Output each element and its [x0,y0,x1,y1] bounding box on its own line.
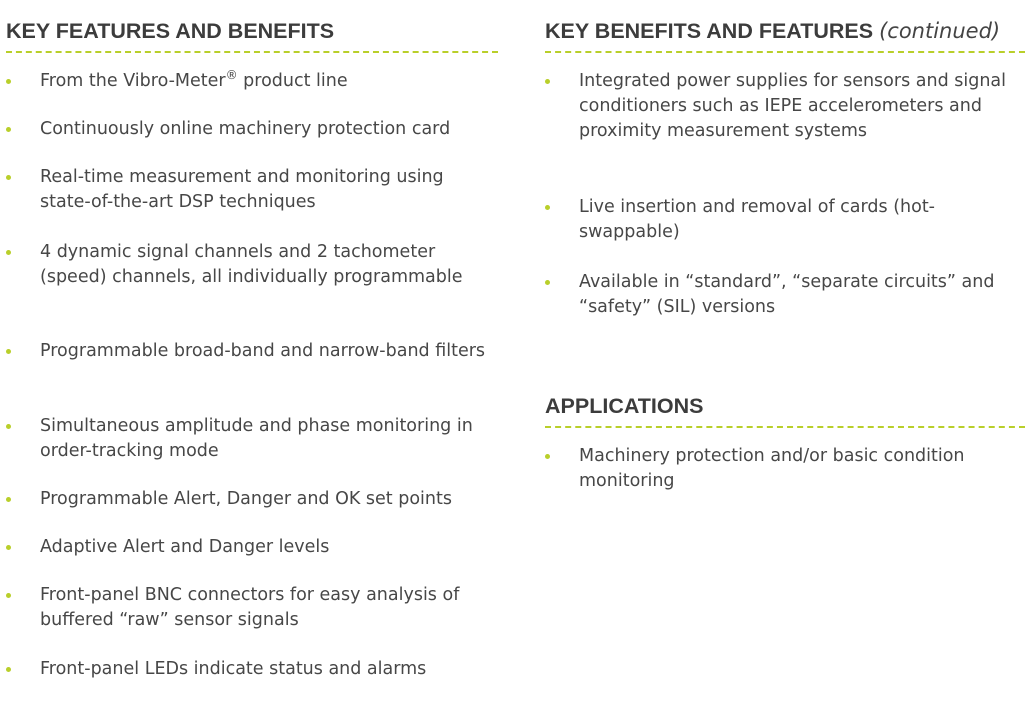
section-divider [6,51,498,53]
bullet-icon [6,175,11,180]
list-item: Programmable broad-band and narrow-band filters [6,339,510,364]
bullet-icon [6,593,11,598]
list-item: 4 dynamic signal channels and 2 tachometer (speed) channels, all individually programmable [6,240,500,290]
list-item: Real-time measurement and monitoring using state-of-the-art DSP techniques [6,165,500,215]
bullet-icon [6,127,11,132]
bullet-icon [545,454,550,459]
bullet-icon [6,424,11,429]
section-divider [545,426,1025,428]
bullet-icon [6,79,11,84]
bullet-icon [545,280,550,285]
bullet-icon [6,250,11,255]
list-item: Front-panel LEDs indicate status and alarms [6,657,510,682]
list-item: Simultaneous amplitude and phase monitoring in order-tracking mode [6,414,510,464]
list-item: Integrated power supplies for sensors and signal conditioners such as IEPE accelerometers and proximity measurement systems [545,69,1033,144]
bullet-icon [545,205,550,210]
bullet-icon [6,545,11,550]
list-item: Live insertion and removal of cards (hot-swappable) [545,195,999,245]
bullet-icon [6,349,11,354]
list-item: Machinery protection and/or basic condition monitoring [545,444,979,494]
key-benefits-heading: KEY BENEFITS AND FEATURES (continued) [545,19,1001,43]
list-item: Available in “standard”, “separate circuits” and “safety” (SIL) versions [545,270,1033,320]
list-item: Adaptive Alert and Danger levels [6,535,510,560]
bullet-icon [6,497,11,502]
registered-mark: ® [225,68,238,83]
bullet-icon [6,667,11,672]
list-item: Continuously online machinery protection card [6,117,510,142]
list-item: Programmable Alert, Danger and OK set points [6,487,520,512]
continued-label: (continued) [879,19,1001,43]
list-item: From the Vibro-Meter® product line [6,69,510,94]
list-item: Front-panel BNC connectors for easy analysis of buffered “raw” sensor signals [6,583,510,633]
applications-heading: APPLICATIONS [545,394,704,418]
bullet-icon [545,79,550,84]
key-features-heading: KEY FEATURES AND BENEFITS [6,19,335,43]
section-divider [545,51,1025,53]
